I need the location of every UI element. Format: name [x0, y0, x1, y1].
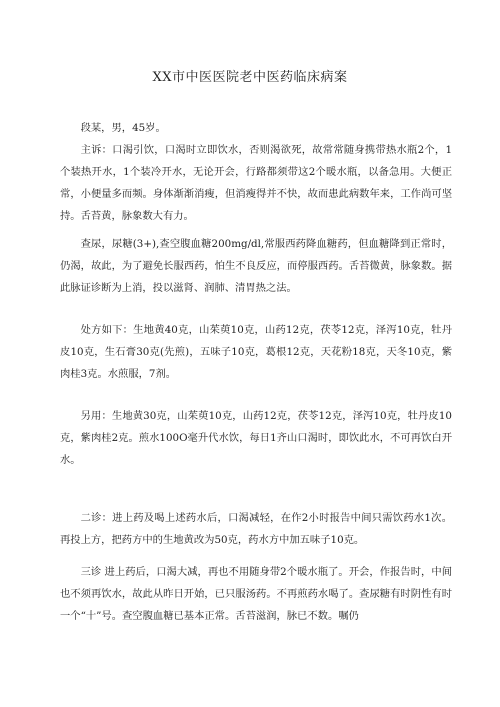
prescription-paragraph: 处方如下：生地黄40克，山茱萸10克，山药12克，茯苓12克，泽泻10克，牡丹皮10克，生石膏30克(先煎)，五味子10克，葛根12克，天花粉18克，天冬10克，紫肉桂3克。水煎服，7剂。	[60, 324, 452, 380]
additional-prescription-paragraph: 另用：生地黄30克，山茱萸10克，山药12克，茯苓12克，泽泻10克，牡丹皮10克，紫肉桂2克。煎水100О毫升代水饮，每日1齐山口渴时，即饮此水，不可再饮白开水。	[60, 410, 452, 466]
document-title: XX市中医医院老中医药临床病案	[152, 70, 348, 85]
examination-paragraph: 查尿，尿糖(3+),查空腹血糖200mg/dl,常服西药降血糖药，但血糖降到正常时，仍渴，故此，为了避免长服西药，怕生不良反应，而停服西药。舌苔微黄，脉象数。据此脉证诊断为上消，投以滋肾、润肺、清胃热之法。	[60, 238, 452, 294]
patient-info-paragraph: 段某，男，45岁。	[80, 122, 166, 134]
chief-complaint-paragraph: 主诉：口渴引饮，口渴时立即饮水，否则渴欲死，故常常随身携带热水瓶2个，1个装热开水，1个装冷开水，无论开会，行路都须带这2个暖水瓶，以备急用。大便正常，小便量多而频。身体渐渐消瘦，但消瘦得并不快，故而患此病数年来，工作尚可坚持。舌苔黄，脉象数大有力。	[60, 144, 452, 222]
third-visit-paragraph: 三诊 进上药后，口渴大减，再也不用随身带2个暖水瓶了。开会，作报告时，中间也不须再饮水，故此从昨日开始，已只服汤药。不再煎药水喝了。查尿糖有时阴性有时一个“十”号。查空腹血糖已基本正常。舌苔滋润，脉已不数。嘱仍	[60, 566, 452, 622]
second-visit-paragraph: 二诊：进上药及喝上述药水后，口渴减轻，在作2小时报告中间只需饮药水1次。再投上方，把药方中的生地黄改为50克，药水方中加五味子10克。	[60, 512, 452, 546]
